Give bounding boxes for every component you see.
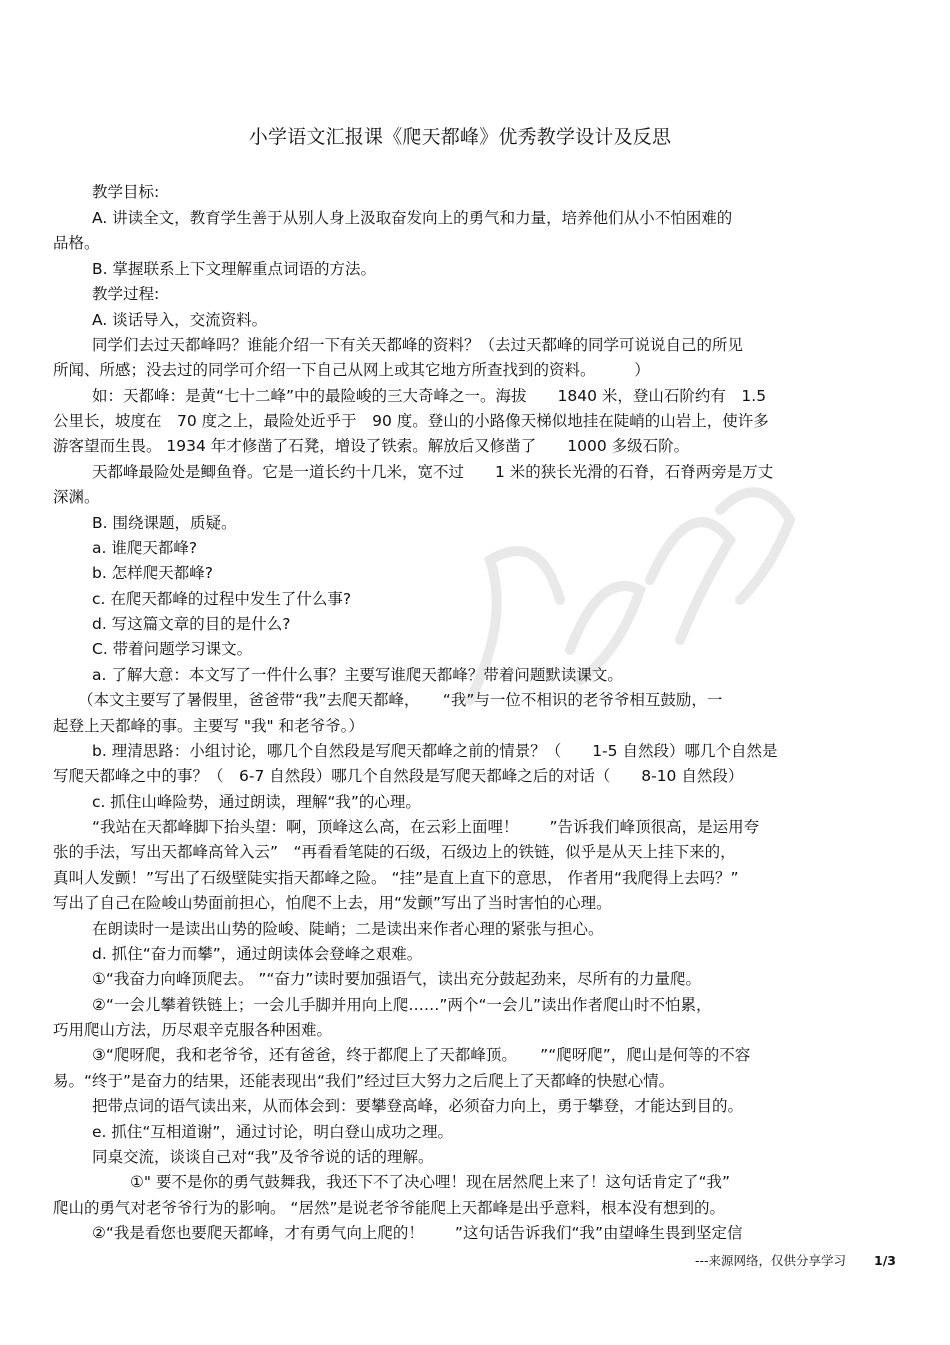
footer-source-note: ---来源网络，仅供分享学习 [695,1253,847,1268]
text-line: 易。“终于”是奋力的结果，还能表现出“我们”经过巨大努力之后爬上了天都峰的快慰心情。 [53,1072,675,1090]
text-line: A. 谈话导入，交流资料。 [92,311,268,329]
page-footer [695,1251,896,1269]
text-line: 所闻、所感；没去过的同学可介绍一下自己从网上或其它地方所查找到的资料。 ） [53,361,650,379]
document-title: 小学语文汇报课《爬天都峰》优秀教学设计及反思 [248,126,672,148]
text-line: 如：天都峰：是黄“七十二峰”中的最险峻的三大奇峰之一。海拔 1840 米，登山石阶约有 1.5 [92,387,767,405]
text-line: ①“我奋力向峰顶爬去。 ”“奋力”读时要加强语气，读出充分鼓起劲来，尽所有的力量爬。 [92,970,701,988]
text-line: B. 掌握联系上下文理解重点词语的方法。 [92,260,376,278]
text-line: C. 带着问题学习课文。 [92,640,253,658]
text-line: 深渊。 [53,488,100,506]
text-line: 同学们去过天都峰吗？谁能介绍一下有关天都峰的资料？（去过天都峰的同学可说说自己的所见 [92,336,744,354]
text-line: ③“爬呀爬，我和老爷爷，还有爸爸，终于都爬上了天都峰顶。 ”“爬呀爬”，爬山是何等的不容 [92,1046,751,1064]
text-line: 同桌交流，谈谈自己对“我”及爷爷说的话的理解。 [92,1148,434,1166]
text-line: d. 写这篇文章的目的是什么? [92,615,291,633]
text-line: 在朗读时一是读出山势的险峻、陡峭；二是读出来作者心理的紧张与担心。 [92,920,604,938]
text-line: （本文主要写了暑假里，爸爸带“我”去爬天都峰， “我”与一位不相识的老爷爷相互鼓励，一 [78,691,723,709]
text-line: e. 抓住“互相道谢”，通过讨论，明白登山成功之理。 [92,1123,453,1141]
text-line: 爬山的勇气对老爷爷行为的影响。 “居然”是说老爷爷能爬上天都峰是出乎意料，根本没有想到的。 [53,1199,725,1217]
text-line: 教学目标: [92,183,160,201]
text-line: 公里长，坡度在 70 度之上，最险处近乎于 90 度。登山的小路像天梯似地挂在陡峭的山岩上，使许多 [53,412,769,430]
text-line: 游客望而生畏。 1934 年才修凿了石凳，增设了铁索。解放后又修凿了 1000 多级石阶。 [53,437,690,455]
text-line: 写爬天都峰之中的事？（ 6-7 自然段）哪几个自然段是写爬天都峰之后的对话（ 8-10 自然段） [53,767,744,785]
text-line: “我站在天都峰脚下抬头望：啊，顶峰这么高，在云彩上面哩！ ”告诉我们峰顶很高，是运用夸 [92,818,760,836]
text-line: 品格。 [53,234,100,252]
text-line: c. 在爬天都峰的过程中发生了什么事? [92,590,352,608]
text-line: ②“一会儿攀着铁链上；一会儿手脚并用向上爬……”两个“一会儿”读出作者爬山时不怕累， [92,996,712,1014]
text-line: a. 谁爬天都峰? [92,539,198,557]
text-line: 真叫人发颤！”写出了石级壁陡实指天都峰之险。 “挂”是直上直下的意思， 作者用“我爬得上去吗？” [53,869,739,887]
text-line: B. 围绕课题，质疑。 [92,514,237,532]
text-line: ①" 要不是你的勇气鼓舞我，我还下不了决心哩！现在居然爬上来了！这句话肯定了“我” [130,1173,731,1191]
text-line: 张的手法，写出天都峰高耸入云” “再看看笔陡的石级，石级边上的铁链，似乎是从天上挂下来的， [53,843,736,861]
text-line: b. 理清思路：小组讨论，哪几个自然段是写爬天都峰之前的情景？（ 1-5 自然段）哪几个自然是 [92,742,778,760]
page-number: 1/3 [874,1253,896,1268]
text-line: b. 怎样爬天都峰? [92,564,213,582]
text-line: 把带点词的语气读出来，从而体会到：要攀登高峰，必须奋力向上，勇于攀登，才能达到目的。 [92,1097,744,1115]
text-line: a. 了解大意：本文写了一件什么事？主要写谁爬天都峰？带着问题默读课文。 [92,666,623,684]
text-line: d. 抓住“奋力而攀”，通过朗读体会登峰之艰难。 [92,945,423,963]
text-line: 起登上天都峰的事。主要写 "我" 和老爷爷。） [53,717,364,735]
text-line: 天都峰最险处是鲫鱼脊。它是一道长约十几米，宽不过 1 米的狭长光滑的石脊，石脊两旁是万丈 [92,463,774,481]
text-line: 巧用爬山方法，历尽艰辛克服各种困难。 [53,1021,333,1039]
text-line: c. 抓住山峰险势，通过朗读，理解“我”的心理。 [92,793,421,811]
text-line: 教学过程: [92,285,160,303]
text-line: 写出了自己在险峻山势面前担心，怕爬不上去，用“发颤”写出了当时害怕的心理。 [53,894,612,912]
text-line: ②“我是看您也要爬天都峰，才有勇气向上爬的！ ”这句话告诉我们“我”由望峰生畏到坚定信 [92,1224,743,1242]
text-line: A. 讲读全文，教育学生善于从别人身上汲取奋发向上的勇气和力量，培养他们从小不怕困难的 [92,209,733,227]
